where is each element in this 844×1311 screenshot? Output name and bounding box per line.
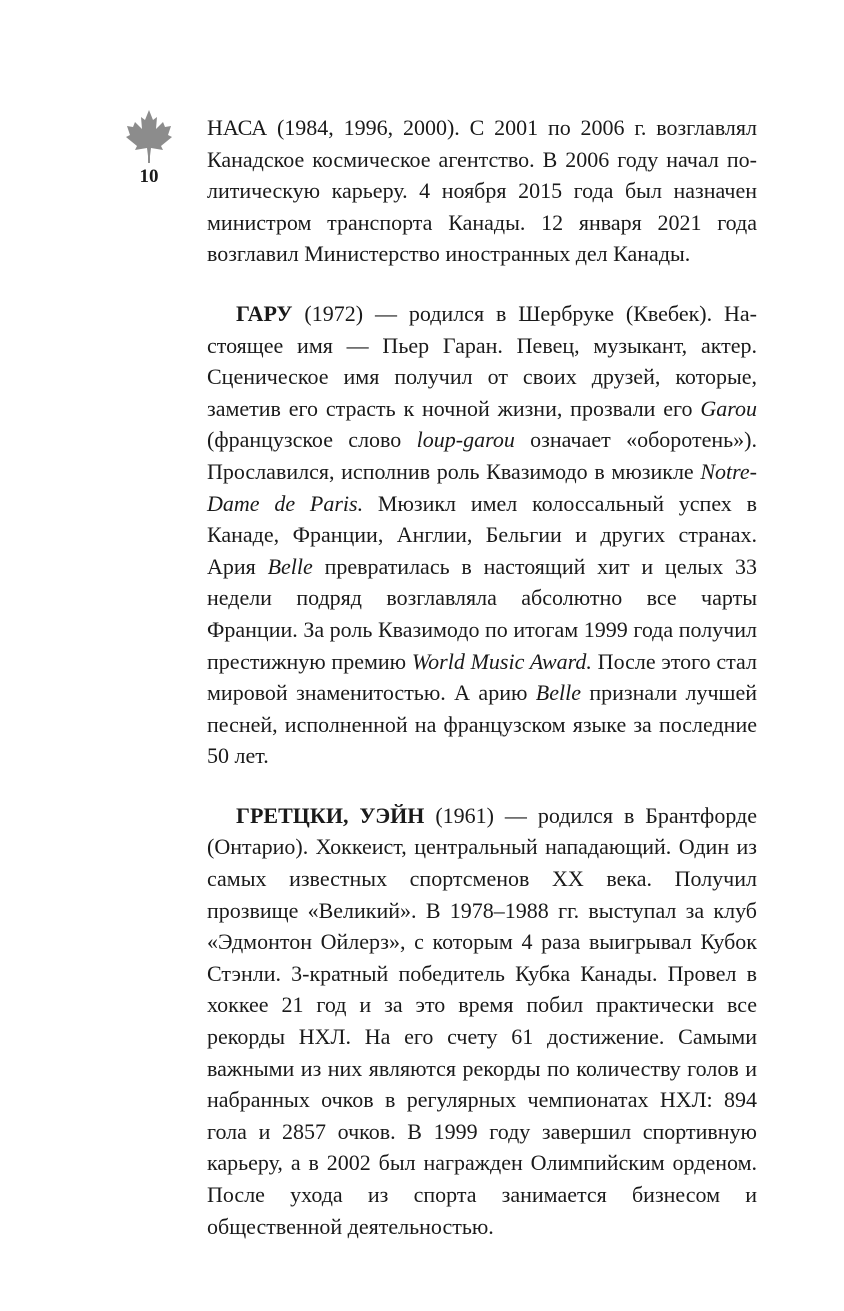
page-marker bbox=[118, 108, 180, 188]
continued-paragraph: НАСА (1984, 1996, 2000). С 2001 по 2006 г. возглавлял Канадское космическое агентство. В 2006 году начал политическую карьеру. 4 ноября 2015 года был назначен министром транспорта Канады. 12 января 2021 года возглавил Министерство иностранных дел Канады. bbox=[207, 115, 757, 267]
italic-term: Belle bbox=[267, 553, 313, 579]
entry-name: ГРЕТЦКИ, УЭЙН bbox=[236, 802, 425, 828]
italic-term: World Music Award. bbox=[411, 648, 592, 674]
italic-term: Notre-Dame de Paris. bbox=[207, 458, 757, 516]
entry-garou bbox=[207, 298, 757, 772]
maple-leaf-icon bbox=[125, 108, 173, 164]
italic-term: loup-garou bbox=[416, 427, 515, 453]
italic-term: Garou bbox=[700, 395, 757, 421]
page-number: 10 bbox=[139, 166, 159, 187]
entry-name: ГАРУ bbox=[236, 300, 293, 326]
entry-text: После этого стал мировой знаменитостью. А арию bbox=[207, 648, 757, 706]
entry-text: означает «оборотень»). Прославился, исполнив роль Квазимодо в мюзикле bbox=[207, 427, 757, 484]
entry-text: Мюзикл имел колоссальный успех в Канаде, Франции, Англии, Бельгии и других странах. Ария bbox=[207, 490, 757, 579]
entry-text: (1972) — родился в Шербруке (Квебек). Настоящее имя — Пьер Гаран. Певец, музыкант, актер. Сценическое имя получил от своих друзей, которые, заметив его страсть к ночной жизни, прозвали его bbox=[207, 300, 757, 421]
entry-text: превратилась в настоящий хит и целых 33 недели подряд возглавляла абсолютно все чарты Франции. За роль Квазимодо по итогам 1999 года получил престижную премию bbox=[207, 553, 758, 674]
entry-text: признали лучшей песней, исполненной на французском языке за последние 50 лет. bbox=[207, 680, 757, 769]
page-body bbox=[207, 112, 757, 1242]
entry-text: (французское слово bbox=[207, 427, 417, 453]
italic-term: Belle bbox=[535, 680, 581, 706]
entry-gretzky bbox=[207, 800, 757, 1242]
entry-text: (1961) — родился в Брантфорде (Онтарио). Хоккеист, центральный нападающий. Один из самых известных спортсменов XX века. Получил прозвище «Великий». В 1978–1988 гг. выступал за клуб «Эдмонтон Ойлерз», с которым 4 раза выигрывал Кубок Стэнли. 3-кратный победитель Кубка Канады. Провел в хоккее 21 год и за это время побил практически все рекорды НХЛ. На его счету 61 достижение. Самыми важными из них являются рекорды по количеству голов и набранных очков в регулярных чемпионатах НХЛ: 894 гола и 2857 очков. В 1999 году завершил спортивную карьеру, а в 2002 был награжден Олимпийским орденом. После ухода из спорта занимается бизнесом и общественной деятельностью. bbox=[207, 802, 757, 1239]
